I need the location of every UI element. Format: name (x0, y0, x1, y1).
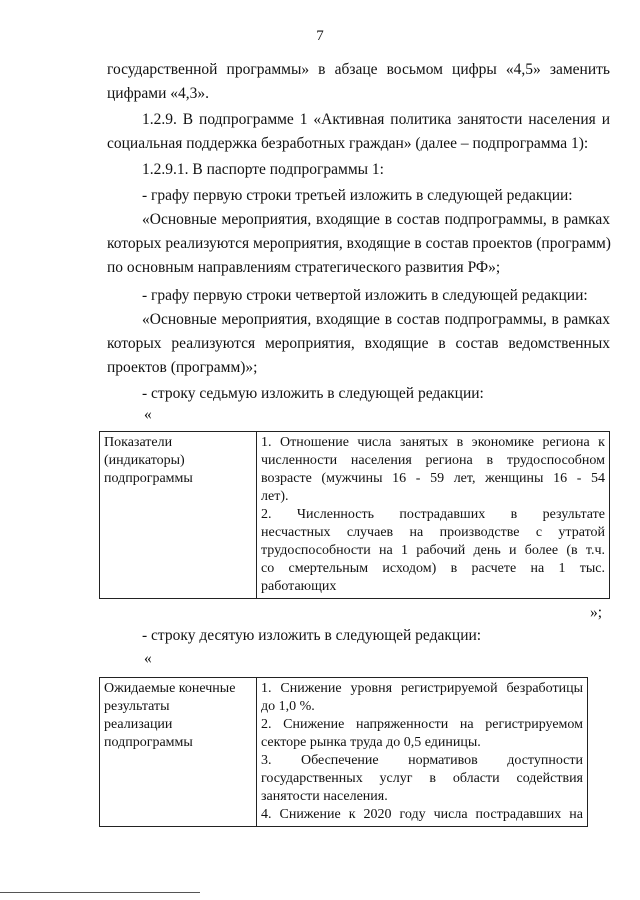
table-content-line: возрасте (мужчины 16 - 59 лет, женщины 16 - 54 (261, 471, 605, 486)
table-content-line: государственных услуг в области содействия (261, 771, 583, 786)
paragraph-line: цифрами «4,3». (107, 85, 209, 102)
open-quote: « (144, 406, 152, 423)
table-content-line: трудоспособности на 1 рабочий день и более (в т.ч. (261, 543, 605, 558)
table-content-line: численности населения региона в трудоспособном (261, 453, 605, 468)
table-content-line: 3. Обеспечение нормативов доступности (261, 753, 583, 768)
paragraph-line: - графу первую строки третьей изложить в следующей редакции: (142, 187, 573, 204)
close-quote: »; (590, 604, 603, 621)
table-label-line: Ожидаемые конечные (104, 681, 236, 696)
quote-line: которых реализуются мероприятия, входящие в состав проектов (программ) (107, 235, 611, 252)
paragraph-line: социальная поддержка безработных граждан» (далее – подпрограмма 1): (107, 135, 589, 152)
paragraph-line: государственной программы» в абзаце восьмом цифры «4,5» заменить (107, 61, 610, 78)
paragraph-line: 1.2.9. В подпрограмме 1 «Активная политика занятости населения и (142, 111, 610, 128)
table-content-cell (257, 432, 610, 599)
quote-line: «Основные мероприятия, входящие в состав подпрограммы, в рамках (142, 211, 610, 228)
table-label-line: (индикаторы) (104, 453, 185, 468)
table-label-line: Показатели (104, 435, 173, 450)
table-content-line: секторе рынка труда до 0,5 единицы. (261, 735, 481, 750)
quote-line: «Основные мероприятия, входящие в состав подпрограммы, в рамках (142, 311, 610, 328)
paragraph-line: 1.2.9.1. В паспорте подпрограммы 1: (142, 161, 384, 178)
paragraph-line: - графу первую строки четвертой изложить в следующей редакции: (142, 287, 588, 304)
footer-rule (0, 892, 200, 893)
quote-line: проектов (программ)»; (107, 359, 258, 376)
table-content-line: до 1,0 %. (261, 699, 315, 714)
table-content-line: со смертельным исходом) в расчете на 1 тыс. (261, 561, 605, 576)
table-content-line: несчастных случаев на производстве с утратой (261, 525, 605, 540)
table-label-cell (100, 432, 257, 599)
table-label-line: подпрограммы (104, 735, 193, 750)
table-label-cell (100, 678, 257, 827)
quote-line: по основным направлениям стратегического развития РФ»; (107, 259, 501, 276)
paragraph-line: - строку седьмую изложить в следующей редакции: (142, 385, 484, 402)
table-content-line: лет). (261, 489, 289, 504)
quote-line: которых реализуются мероприятия, входящие в состав ведомственных (107, 335, 610, 352)
passport-table-row7 (99, 431, 610, 599)
table-content-line: 2. Снижение напряженности на регистрируемом (261, 717, 583, 732)
table-content-line: 4. Снижение к 2020 году числа пострадавших на (261, 807, 583, 822)
table-content-line: 1. Снижение уровня регистрируемой безработицы (261, 681, 583, 696)
table-label-line: подпрограммы (104, 471, 193, 486)
table-content-line: 1. Отношение числа занятых в экономике региона к (261, 435, 605, 450)
table-content-line: работающих (261, 579, 337, 594)
table-label-line: реализации (104, 717, 173, 732)
passport-table-row10 (99, 677, 588, 827)
table-label-line: результаты (104, 699, 170, 714)
table-content-cell (257, 678, 588, 827)
table-content-line: 2. Численность пострадавших в результате (261, 507, 605, 522)
paragraph-line: - строку десятую изложить в следующей редакции: (142, 627, 482, 644)
table-content-line: занятости населения. (261, 789, 388, 804)
open-quote: « (144, 650, 152, 667)
page-number: 7 (316, 28, 324, 44)
